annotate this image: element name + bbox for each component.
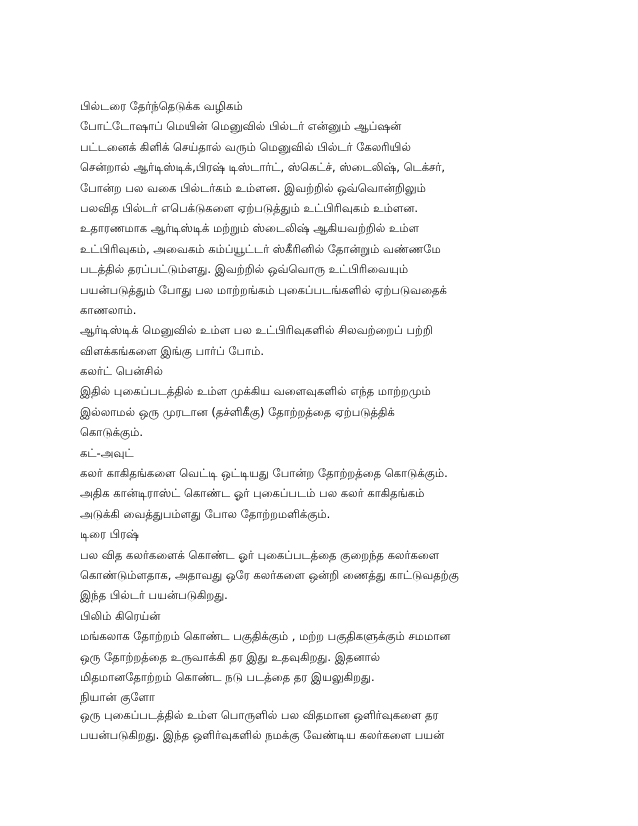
heading-cutout: கட்-அவுட்	[80, 445, 134, 460]
heading-colored-pencil: கலர்ட் பென்சில்	[80, 364, 163, 379]
text-line: ஆர்டிஸ்டிக் மெனுவில் உம்ள பல உட்பிரிவுகளில் சிலவற்றைப் பற்றி	[80, 323, 433, 338]
text-block-bottom	[80, 705, 560, 746]
text-line: பயன்படுகிறது. இந்த ஒளிர்வுகளில் நமக்கு வேண்டிய கலர்களை பயன்	[80, 728, 445, 743]
text-line: பயன்படுத்தும் போது பல மாற்றங்கம் புகைப்படங்களில் ஏற்படுவதைக்	[80, 282, 447, 297]
text-line: இந்த பில்டர் பயன்படுகிறது.	[80, 588, 228, 603]
heading-filter-selection: பில்டரை தேர்ந்தெடுக்க வழிகம்	[80, 99, 243, 113]
text-line: பலவித பில்டர் எபெக்டுகளை ஏற்படுத்தும் உட்பிரிவுகம் உம்ளன.	[80, 200, 419, 215]
text-line: கொண்டும்ளதாக, அதாவது ஒரே கலர்களை ஒன்றி ணைத்து காட்டுவதற்கு	[80, 567, 459, 582]
text-line: பல வித கலர்களைக் கொண்ட ஓர் புகைப்படத்தை குறைந்த கலர்களை	[80, 547, 440, 562]
text-line: பட்டனைக் கிளிக் செய்தால் வரும் மெனுவில் பில்டர் கேலரியில்	[80, 139, 411, 154]
text-line: இதில் புகைப்படத்தில் உம்ள முக்கிய வளைவுகளில் எந்த மாற்றமும்	[80, 384, 431, 399]
text-line: படத்தில் தரப்பட்டும்ளது. இவற்றில் ஒவ்வொரு உட்பிரிவையும்	[80, 262, 409, 277]
text-line: சென்றால் ஆர்டிஸ்டிக்,பிரஷ் டிஸ்டார்ட், ஸ்கெட்ச், ஸ்டைலிஷ், டெக்சர்,	[80, 160, 446, 175]
text-line: உட்பிரிவுகம், அவைகம் கம்ப்யூட்டர் ஸ்கீரினில் தோன்றும் வண்ணமே	[80, 241, 441, 256]
text-line: விளக்கங்களை இங்கு பார்ப் போம்.	[80, 343, 265, 358]
text-line: அதிக கான்டிராஸ்ட் கொண்ட ஓர் புகைப்படம் பல கலர் காகிதங்கம்	[80, 486, 425, 501]
text-line: உதாரணமாக ஆர்டிஸ்டிக் மற்றும் ஸ்டைலிஷ் ஆகியவற்றில் உம்ள	[80, 221, 420, 236]
text-line: இல்லாமல் ஒரு முரடான (தச்ளிகீகு) தோற்றத்தை ஏற்படுத்திக்	[80, 404, 395, 419]
text-line: கொடுக்கும்.	[80, 425, 143, 440]
heading-neon-glow: நியான் குளோ	[80, 690, 155, 705]
text-line: மங்கலாக தோற்றம் கொண்ட பகுதிக்கும் , மற்ற பகுதிகளுக்கும் சமமான	[80, 629, 451, 644]
text-line: கலர் காகிதங்களை வெட்டி ஒட்டியது போன்ற தோற்றத்தை கொடுக்கும்.	[80, 466, 448, 481]
text-line: அடுக்கி வைத்துபம்ளது போல தோற்றமளிக்கும்.	[80, 506, 331, 521]
text-line: போட்டோஷாப் மெயின் மெனுவில் பில்டர் என்னும் ஆப்ஷன்	[80, 119, 402, 134]
text-line: மிதமானதோற்றம் கொண்ட நடு படத்தை தர இயலுகிறது.	[80, 669, 375, 684]
text-line: ஒரு தோற்றத்தை உருவாக்கி தர இது உதவுகிறது. இதனால்	[80, 649, 381, 664]
text-line: போன்ற பல வகை பில்டர்கம் உம்ளன. இவற்றில் ஒவ்வொன்றிலும்	[80, 180, 426, 195]
text-line: ஒரு புகைப்படத்தில் உம்ள பொருளில் பல விதமான ஒளிர்வுகளை தர	[80, 708, 439, 722]
text-line: காணலாம்.	[80, 302, 137, 317]
heading-dry-brush: டிரை பிரஷ்	[80, 527, 139, 542]
heading-film-grain: பிலிம் கிரெய்ன்	[80, 608, 161, 623]
text-block-top	[80, 96, 560, 708]
